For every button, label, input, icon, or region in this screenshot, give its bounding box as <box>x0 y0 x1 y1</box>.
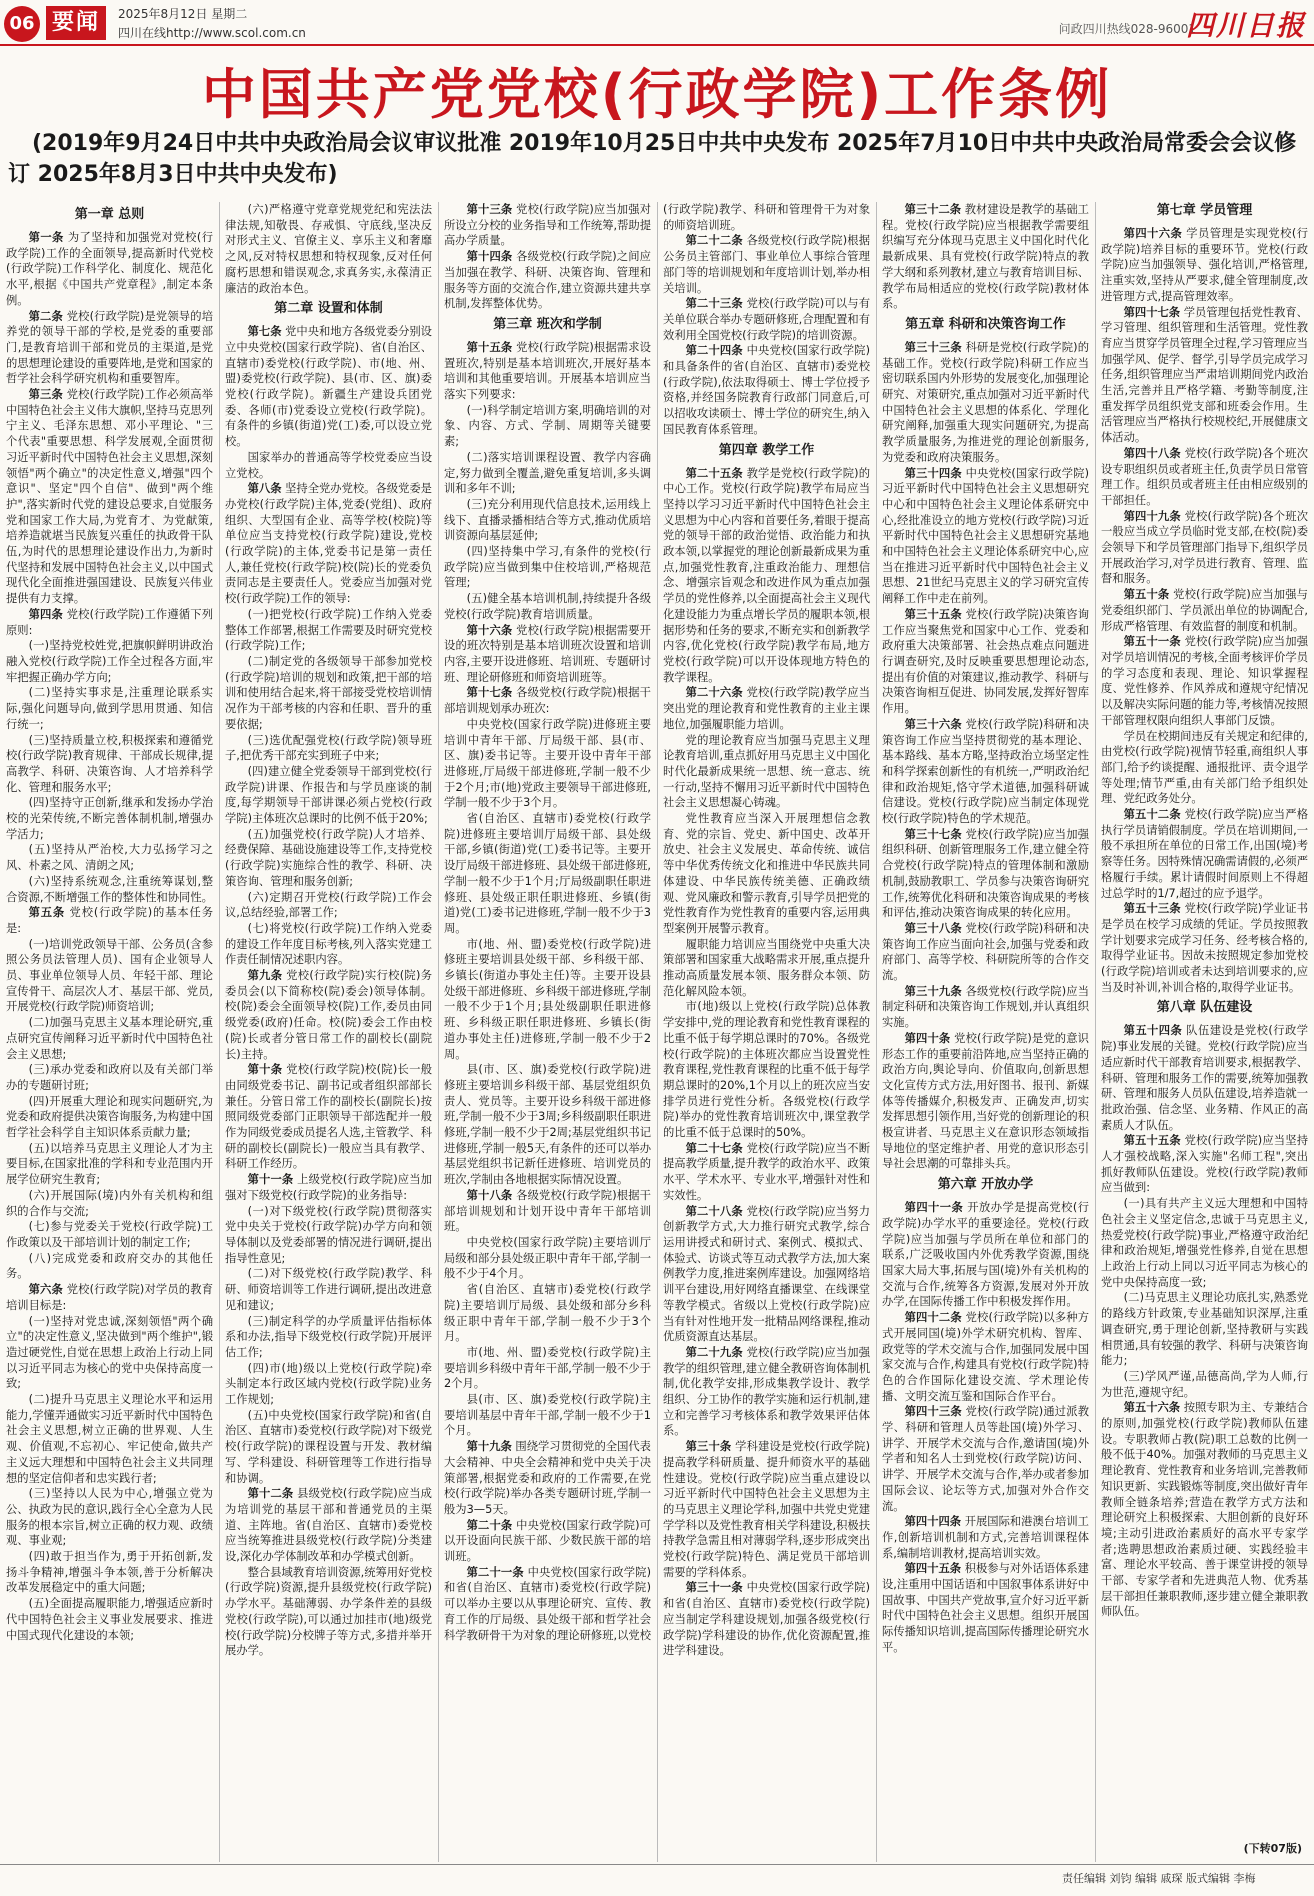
hotline-text: 问政四川热线028-96001 <box>1058 22 1196 36</box>
article-number: 第二十一条 <box>466 1565 524 1579</box>
paragraph-text: (五)坚持从严治校,大力弘扬学习之风、朴素之风、清朗之风; <box>6 843 213 873</box>
paragraph-text: 学员管理包括党性教育、学习管理、组织管理和生活管理。党性教育应当贯穿学员管理全过程,学习管理应当加强学风、促学、督学,引导学员完成学习任务,组织管理应当严肃培训期间党内政治生活,完善并且严格学籍、考勤等制度,注重发挥学员组织党支部和班委会作用。生活管理应当严格执行校规校纪,开展健康文体活动。 <box>1101 305 1308 445</box>
article-paragraph <box>6 874 213 905</box>
article-paragraph <box>1101 634 1308 728</box>
article-paragraph <box>882 1310 1089 1404</box>
article-number: 第十条 <box>247 1063 283 1077</box>
article-paragraph <box>1101 587 1308 634</box>
article-number: 第五十二条 <box>1123 808 1181 822</box>
chapter-heading: 第六章 开放办学 <box>937 1177 1034 1193</box>
article-number: 第四十八条 <box>1123 446 1181 460</box>
article-number: 第四十一条 <box>904 1201 964 1215</box>
article-paragraph <box>663 685 870 732</box>
article-number: 第二条 <box>28 309 63 323</box>
paragraph-text: 学科建设是党校(行政学院)提高教学科研质量、提升师资水平的基础性建设。党校(行政学院)应当重点建设以习近平新时代中国特色社会主义思想为主的马克思主义理论学科,加强中共党史党建学学科以及党性教育相关学科建设,积极扶持教学急需且相对薄弱学科,逐步形成突出党校(行政学院)特色、满足党员干部培训需要的学科体系。 <box>663 1440 870 1579</box>
paragraph-text: 科研是党校(行政学院)的基础工作。党校(行政学院)科研工作应当密切联系国内外形势的发展变化,加强理论研究、对策研究,重点加强对习近平新时代中国特色社会主义思想的体系化、学理化研究阐释,加强重大现实问题研究,为提高教学质量服务,为推进党的理论创新服务,为党委和政府决策服务。 <box>882 340 1089 464</box>
paragraph-text: 党校(行政学院)工作遵循下列原则: <box>6 607 213 637</box>
article-number: 第四十九条 <box>1123 509 1181 523</box>
article-paragraph <box>1101 1290 1308 1369</box>
paragraph-text: 县级党校(行政学院)应当成为培训党的基层干部和普通党员的主渠道、主阵地。省(自治区、直辖市)委党校应当统筹推进县级党校(行政学院)分类建设,深化办学体制改革和办学模式创新。 <box>225 1487 432 1564</box>
paragraph-text: 党校(行政学院)应当加强对所设立分校的业务指导和工作统筹,帮助提高办学质量。 <box>444 203 651 248</box>
article-paragraph <box>6 1549 213 1596</box>
paragraph-text: (七)参与党委关于党校(行政学院)工作政策以及干部培训计划的制定工作; <box>6 1220 213 1249</box>
paragraph-text: 教学是党校(行政学院)的中心工作。党校(行政学院)教学布局应当坚持以学习习近平新时代中国特色社会主义思想为中心内容和首要任务,着眼于提高党的领导干部的政治觉悟、政治能力和执政本领,以掌握党的理论创新最新成果为重点,加强党性教育,注重政治能力、理想信念、增强宗旨观念和改进作风为重点加强学员的党性修养,以全面提高社会主义现代化建设能力为重点增长学员的履职本领,根据形势和任务的要求,不断充实和创新教学内容,优化党校(行政学院)教学布局,地方党校(行政学院)可以开设体现地方特色的教学课程。 <box>663 466 870 684</box>
article-paragraph <box>6 1486 213 1549</box>
article-paragraph <box>882 1561 1089 1655</box>
paragraph-text: (三)坚持以人民为中心,增强立党为公、执政为民的意识,践行全心全意为人民服务的根本宗旨,树立正确的权力观、政绩观、事业观; <box>6 1487 213 1548</box>
article-number: 第二十条 <box>466 1518 513 1532</box>
article-number: 第五十六条 <box>1123 1401 1181 1415</box>
paragraph-text: 党校(行政学院)应当严格执行学员请销假制度。学员在培训期间,一般不承担所在单位的日常工作,出国(境)考察等任务。因特殊情况确需请假的,必须严格履行手续。累计请假时间原则上不得超过总学时的1/7,超过的应予退学。 <box>1101 808 1308 900</box>
paragraph-text: (一)培训党政领导干部、公务员(含参照公务员法管理人员)、国有企业领导人员、事业单位领导人员、年轻干部、理论宣传骨干、高层次人才、基层干部、党员,开展党校(行政学院)师资培训; <box>6 937 213 1014</box>
page-number-badge: 06 <box>4 6 40 42</box>
newspaper-logo: 四川日报 <box>1185 9 1306 42</box>
article-paragraph <box>225 1266 432 1313</box>
article-paragraph <box>444 544 651 591</box>
paragraph-text: (六)开展国际(境)内外有关机构和组织的合作与交流; <box>6 1188 213 1218</box>
article-paragraph <box>225 1565 432 1659</box>
article-paragraph <box>6 905 213 936</box>
paragraph-text: 党校(行政学院)根据需求设置班次,特别是基本培训班次,开展好基本培训和其他重要培训。开展基本培训应当落实下列要求: <box>444 340 651 402</box>
article-paragraph <box>663 1141 870 1204</box>
paragraph-text: 学员在校期间违反有关规定和纪律的,由党校(行政学院)视情节轻重,商组织人事部门,给予约谈提醒、通报批评、责令退学等处理;情节严重,由有关部门给予组织处理、党纪政务处分。 <box>1101 729 1308 806</box>
article-paragraph <box>6 387 213 607</box>
article-number: 第十九条 <box>466 1440 512 1454</box>
article-number: 第二十八条 <box>685 1204 743 1218</box>
article-paragraph <box>225 733 432 764</box>
issue-date: 2025年8月12日 星期二 <box>118 7 248 21</box>
article-number: 第四条 <box>28 607 63 621</box>
paragraph-text: (一)坚持党校姓党,把旗帜鲜明讲政治融入党校(行政学院)工作全过程各方面,牢牢把握正确办学方向; <box>6 639 213 684</box>
article-paragraph <box>882 921 1089 984</box>
article-paragraph <box>882 1514 1089 1561</box>
paragraph-text: 党校(行政学院)应当不断提高教学质量,提升教学的政治水平、政策水平、学术水平、专业水平,增强针对性和实效性。 <box>663 1141 870 1202</box>
article-paragraph <box>444 1439 651 1518</box>
article-paragraph <box>6 795 213 842</box>
paragraph-text: 党校(行政学院)以多种方式开展同国(境)外学术研究机构、智库、政党等的学术交流与合作,加强同发展中国家交流与合作,构建具有党校(行政学院)特色的合作国际化建设交流、学术理论传播、文明交流互鉴和国际合作平台。 <box>882 1311 1089 1403</box>
article-paragraph <box>882 827 1089 921</box>
article-paragraph <box>444 202 651 249</box>
article-paragraph <box>225 1062 432 1172</box>
article-number: 第四十六条 <box>1123 227 1183 240</box>
article-paragraph <box>6 638 213 685</box>
paragraph-text: 按照专职为主、专兼结合的原则,加强党校(行政学院)教师队伍建设。专职教师占教(院)职工总数的比例一般不低于40%。加强对教师的马克思主义理论教育、党性教育和业务培训,完善教师知识更新、实践锻炼等制度,突出做好青年教师全链条培养;营造在教学方式方法和理论研究上积极探索、大胆创新的良好环境;主动引进政治素质好的高水平专家学者;选聘思想政治素质过硬、实践经验丰富、理论水平较高、善于课堂讲授的领导干部、专家学者和先进典范人物、优秀基层干部担任兼职教师,逐步建立健全兼职教师队伍。 <box>1101 1401 1308 1619</box>
article-number: 第十二条 <box>247 1487 294 1501</box>
paragraph-text: 党校(行政学院)是党领导的培养党的领导干部的学校,是党委的重要部门,是教育培训干部和党员的主渠道,是党的思想理论建设的重要阵地,是党和国家的哲学社会科学研究机构和重要智库。 <box>6 309 213 386</box>
paragraph-text: 党校(行政学院)应当加强对学员培训情况的考核,全面考核评价学员的学习态度和表现、理论、知识掌握程度、党性修养、作风养成和遵规守纪情况以及解决实际问题的能力等,考核情况按照干部管理权限向组织人事部门反馈。 <box>1101 635 1308 727</box>
article-paragraph <box>6 1219 213 1250</box>
article-paragraph <box>1101 1400 1308 1620</box>
paragraph-text: 中央党校(国家行政学院)进修班主要培训中青年干部、厅局级干部、县(市、区、旗)委书记等。主要开设中青年干部进修班,厅局级干部进修班,学制一般不少于2个月;市(地)党政主要领导干部进修班,学制一般不少于3个月。 <box>444 717 651 810</box>
paragraph-text: (二)坚持实事求是,注重理论联系实际,强化问题导向,做到学思用贯通、知信行统一; <box>6 686 213 731</box>
article-paragraph <box>1101 305 1308 446</box>
paragraph-text: (二)提升马克思主义理论水平和运用能力,学懂弄通做实习近平新时代中国特色社会主义思想,树立正确的世界观、人生观、价值观,不忘初心、牢记使命,做共产主义远大理想和中国特色社会主义共同理想的坚定信仰者和忠实践行者; <box>6 1393 213 1485</box>
paragraph-text: (一)坚持对党忠诚,深刻领悟"两个确立"的决定性意义,坚决做到"两个维护",锻造过硬党性,自觉在思想上政治上行动上同以习近平同志为核心的党中央保持高度一致; <box>6 1314 213 1391</box>
paragraph-text: 党校(行政学院)可以与有关单位联合举办专题研修班,合理配置和有效利用全国党校(行政学院)的培训资源。 <box>663 297 870 342</box>
paragraph-text: 中央党校(国家行政学院)和具备条件的省(自治区、直辖市)委党校(行政学院),依法取得硕士、博士学位授予资格,并经国务院教育行政部门同意后,可以招收攻读硕士、博士学位的研究生,纳入国民教育体系管理。 <box>663 344 870 436</box>
chapter-heading: 第七章 学员管理 <box>1156 203 1253 218</box>
article-paragraph <box>6 842 213 873</box>
paragraph-text: (四)开展重大理论和现实问题研究,为党委和政府提供决策咨询服务,为构建中国哲学社会科学自主知识体系贡献力量; <box>6 1094 213 1140</box>
article-paragraph <box>882 1031 1089 1172</box>
article-paragraph <box>225 481 432 607</box>
paragraph-text: 党校(行政学院)应当加强组织科研、创新管理服务工作,建立健全符合党校(行政学院)特点的管理体制和激励机制,鼓励教职工、学员参与决策咨询研究工作,统筹优化科研和决策咨询成果的考核和评估,推动决策咨询成果的转化应用。 <box>882 827 1089 920</box>
page-header <box>0 0 1314 44</box>
paragraph-text: (一)把党校(行政学院)工作纳入党委整体工作部署,根据工作需要及时研究党校(行政学院)工作; <box>225 607 432 653</box>
paragraph-text: (五)中央党校(国家行政学院)和省(自治区、直辖市)委党校(行政学院)对下级党校(行政学院)的课程设置与开发、教材编写、学科建设、科研管理等工作进行指导和协调。 <box>225 1408 432 1485</box>
paragraph-text: (五)健全基本培训机制,持续提升各级党校(行政学院)教育培训质量。 <box>444 592 651 621</box>
article-paragraph <box>1101 1023 1308 1133</box>
article-paragraph <box>225 764 432 827</box>
chapter-heading: 第八章 队伍建设 <box>1156 1000 1253 1016</box>
article-paragraph <box>444 1345 651 1392</box>
article-paragraph <box>444 340 651 403</box>
continued-note: (下转07版) <box>1243 1842 1302 1855</box>
paragraph-text: (六)严格遵守党章党规党纪和宪法法律法规,知敬畏、存戒惧、守底线,坚决反对形式主义、官僚主义、享乐主义和奢靡之风,反对特权思想和特权现象,反对任何腐朽思想和错误观念,求真务实,永葆清正廉洁的政治本色。 <box>225 203 432 295</box>
article-number: 第二十三条 <box>685 297 743 311</box>
paragraph-text: (二)制定党的各级领导干部参加党校(行政学院)培训的规划和政策,把干部的培训和使用结合起来,将干部接受党校培训情况作为干部考核的内容和任职、晋升的重要依据; <box>225 654 432 731</box>
footer-divider <box>0 1864 1314 1865</box>
article-paragraph <box>663 466 870 686</box>
article-number: 第二十六条 <box>685 686 743 700</box>
paragraph-text: (一)具有共产主义远大理想和中国特色社会主义坚定信念,忠诚于马克思主义,热爱党校(行政学院)事业,严格遵守政治纪律和政治规矩,增强党性修养,自觉在思想上政治上行动上同以习近平同志为核心的党中央保持高度一致; <box>1101 1197 1308 1289</box>
article-paragraph <box>882 202 1089 312</box>
paragraph-text: 围绕学习贯彻党的全国代表大会精神、中央全会精神和党中央关于决策部署,根据党委和政府的工作需要,在党校(行政学院)举办各类专题研讨班,学制一般为3—5天。 <box>444 1440 651 1516</box>
paragraph-text: 党校(行政学院)工作必须高举中国特色社会主义伟大旗帜,坚持马克思列宁主义、毛泽东思想、邓小平理论、"三个代表"重要思想、科学发展观,全面贯彻习近平新时代中国特色社会主义思想,深刻领悟"两个确立"的决定性意义,增强"四个意识"、坚定"四个自信"、做到"两个维护",落实新时代党的建设总要求,自觉服务党和国家工作大局,为党育才、为党献策,培养造就堪当民族复兴重任的执政骨干队伍,为时代的思想理论建设作出力,为新时代坚持和发展中国特色社会主义,以中国式现代化全面推进强国建设、民族复兴伟业提供有力支撑。 <box>6 388 213 606</box>
article-paragraph <box>882 607 1089 717</box>
chapter-heading: 第一章 总则 <box>74 207 145 222</box>
article-number: 第六条 <box>28 1283 63 1297</box>
paragraph-text: (一)对下级党校(行政学院)贯彻落实党中央关于党校(行政学院)办学方向和领导体制以及党委部署的情况进行调研,提出指导性意见; <box>225 1204 432 1265</box>
paragraph-text: (五)以培养马克思主义理论人才为主要目标,在国家批准的学科和专业范围内开展学位研究生教育; <box>6 1141 213 1187</box>
paragraph-text: (五)全面提高履职能力,增强适应新时代中国特色社会主义事业发展要求、推进中国式现代化建设的本领; <box>6 1597 213 1642</box>
article-paragraph <box>882 466 1089 607</box>
paragraph-text: 党校(行政学院)科研和决策咨询工作应当坚持贯彻党的基本理论、基本路线、基本方略,坚持政治立场坚定性和科学探索创新性的有机统一,严明政治纪律和政治规矩,恪守学术道德,加强科研诚信建设。党校(行政学院)应当制定体现党校(行政学院)特色的学术规范。 <box>882 717 1089 826</box>
paragraph-text: 党校(行政学院)决策咨询工作应当聚焦党和国家中心工作、党委和政府重大决策部署、社会热点难点问题进行调查研究,及时反映重要思想理论动态,提出有价值的对策建议,推动教学、科研与决策咨询相互促进、协同发展,发挥好智库作用。 <box>882 607 1089 716</box>
chapter-heading: 第三章 班次和学制 <box>493 316 602 332</box>
article-paragraph <box>882 340 1089 466</box>
paragraph-text: (二)马克思主义理论功底扎实,熟悉党的路线方针政策,专业基础知识深厚,注重调查研究,勇于理论创新,坚持教研与实践相贯通,具有较强的教学、科研与决策咨询能力; <box>1101 1291 1308 1368</box>
article-number: 第五十一条 <box>1123 635 1181 649</box>
paragraph-text: (四)坚持守正创新,继承和发扬办学治校的光荣传统,不断完善体制机制,增强办学活力; <box>6 796 213 841</box>
paragraph-text: 党校(行政学院)的基本任务是: <box>6 906 213 935</box>
article-paragraph <box>663 937 870 1000</box>
article-number: 第四十条 <box>904 1031 951 1045</box>
paragraph-text: 队伍建设是党校(行政学院)事业发展的关键。党校(行政学院)应当适应新时代干部教育培训要求,根据教学、科研、管理和服务工作的需要,统筹加强教研、管理和服务人员队伍建设,培养造就一批政治强、信念坚、业务精、作风正的高素质人才队伍。 <box>1101 1024 1308 1132</box>
article-number: 第十三条 <box>466 203 513 216</box>
paragraph-text: 党校(行政学院)应当坚持人才强校战略,深入实施"名师工程",突出抓好教师队伍建设。党校(行政学院)教师应当做到: <box>1101 1134 1308 1195</box>
paragraph-text: 党校(行政学院)校(院)长一般由同级党委书记、副书记或者组织部部长兼任。分管日常工作的副校长(副院长)按照同级党委部门正职领导干部选配并一般作为同级党委成员提名人选,主管教学、科研的副校长(副院长)一般应当具有教学、科研工作经历。 <box>225 1063 432 1171</box>
article-paragraph <box>1101 729 1308 808</box>
paragraph-text: 党校(行政学院)科研和决策咨询工作应当面向社会,加强与党委和政府部门、高等学校、科研院所等的合作交流。 <box>882 921 1089 983</box>
paragraph-text: 党校(行政学院)各个班次一般应当成立学员临时党支部,在校(院)委会领导下和学员管理部门指导下,组织学员开展政治学习,对学员进行教育、管理、监督和服务。 <box>1101 509 1308 586</box>
article-paragraph <box>444 497 651 544</box>
paragraph-text: 开展国际和港澳台培训工作,创新培训机制和方式,完善培训课程体系,编制培训教材,提高培训实效。 <box>882 1515 1089 1560</box>
article-paragraph <box>444 685 651 716</box>
paragraph-text: 整合县域教育培训资源,统筹用好党校(行政学院)资源,提升县级党校(行政学院)办学水平。基础薄弱、办学条件差的县级党校(行政学院),可以通过加挂市(地)级党校(行政学院)分校牌子等方式,多措并举开展办学。 <box>225 1565 432 1658</box>
article-number: 第五十条 <box>1123 588 1170 602</box>
paragraph-text: 中央党校(国家行政学院)习近平新时代中国特色社会主义思想研究中心和中国特色社会主义理论体系研究中心,经批准设立的地方党校(行政学院)习近平新时代中国特色社会主义思想研究基地和中国特色社会主义理论体系研究中心,应当在推进习近平新时代中国特色社会主义思想、21世纪马克思主义的学习研究宣传阐释工作中走在前列。 <box>882 466 1089 606</box>
article-number: 第五条 <box>28 906 66 920</box>
article-paragraph <box>225 968 432 1062</box>
article-number: 第三十二条 <box>904 203 962 216</box>
article-paragraph <box>6 685 213 732</box>
paragraph-text: 积极参与对外话语体系建设,注重用中国话语和中国叙事体系讲好中国故事、中国共产党故事,宣介好习近平新时代中国特色社会主义思想。组织开展国际传播知识培训,提高国际传播理论研究水平。 <box>882 1562 1089 1654</box>
article-paragraph <box>444 249 651 312</box>
article-number: 第二十二条 <box>685 234 743 248</box>
article-paragraph <box>6 937 213 1016</box>
paragraph-text: 县(市、区、旗)委党校(行政学院)进修班主要培训乡科级干部、基层党组织负责人、党员等。主要开设乡科级干部进修班,学制一般不少于3周;乡科级副职任职进修班,学制一般不少于2周;基层党组织书记进修班,学制一般5天,有条件的还可以举办基层党组织书记新任进修班、培训党员的班次,学制由各地根据实际情况设置。 <box>444 1063 651 1187</box>
article-number: 第五十五条 <box>1123 1134 1181 1148</box>
article-paragraph <box>225 1486 432 1565</box>
article-paragraph <box>444 1235 651 1282</box>
article-paragraph <box>444 811 651 937</box>
paragraph-text: (一)科学制定培训方案,明确培训的对象、内容、方式、学制、周期等关键要素; <box>444 403 651 449</box>
paragraph-text: 中央党校(国家行政学院)可以开设面向民族干部、少数民族干部的培训班。 <box>444 1518 651 1564</box>
article-paragraph <box>1101 446 1308 509</box>
paragraph-text: 省(自治区、直辖市)委党校(行政学院)进修班主要培训厅局级干部、县处级干部,乡镇(街道)党(工)委书记等。主要开设厅局级干部进修班、县处级干部进修班,学制一般不少于1个月;厅局级副职任职进修班、县处级正职任职进修班、乡镇(街道)党(工)委书记进修班,学制一般不少于3周。 <box>444 812 651 935</box>
article-paragraph <box>225 1314 432 1361</box>
paragraph-text: 党校(行政学院)应当加强与党委组织部门、学员派出单位的协调配合,形成严格管理、有效监督的制度和机制。 <box>1101 588 1308 633</box>
paragraph-text: (四)敢于担当作为,勇于开拓创新,发扬斗争精神,增强斗争本领,善于分析解决改革发展稳定中的重大问题; <box>6 1550 213 1595</box>
paragraph-text: 中央党校(国家行政学院)主要培训厅局级和部分县处级正职中青年干部,学制一般不少于4个月。 <box>444 1236 651 1281</box>
article-paragraph <box>6 1094 213 1141</box>
article-paragraph <box>444 1392 651 1439</box>
paragraph-text: (三)坚持质量立校,积极探索和遵循党校(行政学院)教育规律、干部成长规律,提高教学、科研、决策咨询、人才培养科学化、管理和服务水平; <box>6 733 213 794</box>
article-paragraph <box>225 921 432 968</box>
article-number: 第十六条 <box>466 623 513 637</box>
article-number: 第一条 <box>28 231 64 244</box>
paragraph-text: 党中央和地方各级党委分别设立中央党校(国家行政学院)、省(自治区、直辖市)委党校(行政学院)、市(地、州、盟)委党校(行政学院)、县(市、区、旗)委党校(行政学院)。新疆生产建设兵团党委、各师(市)党委设立党校(行政学院)。有条件的乡镇(街道)党(工)委,可以设立党校。 <box>225 325 432 449</box>
article-number: 第四十四条 <box>904 1515 962 1529</box>
article-number: 第三十五条 <box>904 607 962 621</box>
article-paragraph <box>444 937 651 1063</box>
paragraph-text: 开放办学是提高党校(行政学院)办学水平的重要途径。党校(行政学院)应当加强与学员所在单位和部门的联系,广泛吸收国内外优秀教学资源,围绕国家大局大事,拓展与国(境)外有关机构的交流与合作,统筹各方资源,发展对外开放办学,在国际传播工作中积极发挥作用。 <box>882 1201 1089 1309</box>
paragraph-text: 上级党校(行政学院)应当加强对下级党校(行政学院)的业务指导: <box>225 1173 432 1202</box>
paragraph-text: 教材建设是教学的基础工程。党校(行政学院)应当根据教学需要组织编写充分体现马克思主义中国化时代化最新成果、具有党校(行政学院)特点的教学大纲和系列教材,建立与教育培训目标、教学布局相适应的党校(行政学院)教材体系。 <box>882 203 1089 311</box>
paragraph-text: 坚持全党办党校。各级党委是办党校(行政学院)主体,党委(党组)、政府组织、大型国有企业、高等学校(校院)等单位应当支持党校(行政学院)建设,党校(行政学院)的主体,党委书记是第一责任人,兼任党校(行政学院)校(院)长的党委负责同志是主要责任人。党委应当加强对党校(行政学院)工作的领导: <box>225 482 432 606</box>
article-paragraph <box>225 607 432 654</box>
article-paragraph <box>225 654 432 733</box>
paragraph-text: 学员管理是实现党校(行政学院)培养目标的重要环节。党校(行政学院)应当加强领导、强化培训,严格管理,注重实效,坚持从严要求,健全管理制度,改进管理方式,提高管理效率。 <box>1101 227 1308 303</box>
paragraph-text: 各级党校(行政学院)根据干部培训规划和计划开设中青年干部培训班。 <box>444 1188 651 1234</box>
article-paragraph <box>6 733 213 796</box>
paragraph-text: (三)学风严谨,品德高尚,学为人师,行为世范,遵规守纪。 <box>1101 1369 1308 1399</box>
article-paragraph <box>444 403 651 450</box>
paragraph-text: 党校(行政学院)应当努力创新教学方式,大力推行研究式教学,综合运用讲授式和研讨式、案例式、模拟式、体验式、访谈式等互动式教学方法,加大案例教学力度,推进案例库建设。加强网络培训平台建设,用好网络直播课堂、在线课堂等教学模式。省级以上党校(行政学院)应当有针对性地开发一批精品网络课程,推动优质资源直达基层。 <box>663 1204 870 1344</box>
paragraph-text: 各级党校(行政学院)根据公务员主管部门、事业单位人事综合管理部门等的培训规划和年度培训计划,举办相关培训。 <box>663 234 870 295</box>
article-paragraph <box>225 890 432 921</box>
article-number: 第四十二条 <box>904 1311 962 1325</box>
article-paragraph <box>444 1518 651 1565</box>
article-number: 第五十四条 <box>1123 1024 1183 1038</box>
paragraph-text: 党校(行政学院)对学员的教育培训目标是: <box>6 1283 213 1312</box>
paragraph-text: 党校(行政学院)实行校(院)务委员会(以下简称校(院)委会)领导体制。校(院)委会全面领导校(院)工作,委员由同级党委(政府)任命。校(院)委会工作由校(院)长或者分管日常工作的副校长(副院长)主持。 <box>225 969 432 1061</box>
article-paragraph <box>1101 1369 1308 1400</box>
article-number: 第十五条 <box>466 340 513 354</box>
paragraph-text: 省(自治区、直辖市)委党校(行政学院)主要培训厅局级、县处级和部分乡科级正职中青年干部,学制一般不少于3个月。 <box>444 1283 651 1344</box>
article-paragraph <box>444 1188 651 1235</box>
article-paragraph <box>1101 901 1308 995</box>
article-subtitle: (2019年9月24日中共中央政治局会议审议批准 2019年10月25日中共中央发布 2025年7月10日中共中央政治局常委会会议修订 2025年8月3日中共中央发布) <box>8 131 1297 187</box>
article-paragraph <box>225 1172 432 1203</box>
article-paragraph <box>6 1596 213 1643</box>
paragraph-text: (三)制定科学的办学质量评估指标体系和办法,指导下级党校(行政学院)开展评估工作; <box>225 1314 432 1359</box>
article-paragraph <box>882 1404 1089 1514</box>
article-paragraph <box>6 1141 213 1188</box>
article-paragraph <box>6 1062 213 1093</box>
paragraph-text: (二)对下级党校(行政学院)教学、科研、师资培训等工作进行调研,提出改进意见和建议; <box>225 1267 432 1312</box>
paragraph-text: (六)坚持系统观念,注重统筹谋划,整合资源,不断增强工作的整体性和协同性。 <box>6 874 213 904</box>
paragraph-text: (三)充分利用现代信息技术,运用线上线下、直播录播相结合等方式,推动优质培训资源向基层延伸; <box>444 497 651 543</box>
article-paragraph <box>663 343 870 437</box>
paragraph-text: (三)承办党委和政府以及有关部门举办的专题研讨班; <box>6 1063 213 1092</box>
article-paragraph <box>6 230 213 309</box>
article-paragraph <box>225 1408 432 1487</box>
paragraph-text: 中央党校(国家行政学院)和省(自治区、直辖市)委党校(行政学院)可以举办主要以从事理论研究、宣传、教育工作的厅局级、县处级干部和哲学社会科学教研骨干为对象的理论研修班,以党校(行政学院)教学、科研和管理骨干为对象的师资培训班。 <box>444 203 870 1642</box>
chapter-heading: 第二章 设置和体制 <box>274 301 383 317</box>
article-paragraph <box>6 1392 213 1486</box>
paragraph-text: (三)选优配强党校(行政学院)领导班子,把优秀干部充实到班子中来; <box>225 733 432 763</box>
article-paragraph <box>663 999 870 1140</box>
paragraph-text: 党性教育应当深入开展理想信念教育、党的宗旨、党史、新中国史、改革开放史、社会主义发展史、革命传统、诚信等中华优秀传统文化和推进中华民族共同体建设、中华民族传统美德、正确政绩观、党风廉政和警示教育,引导学员把党的党性教育作为党性教育的重要内容,运用典型案例开展警示教育。 <box>663 812 870 935</box>
paragraph-text: (四)建立健全党委领导干部到党校(行政学院)讲课、作报告和与学员座谈的制度,每学期领导干部讲课必须占党校(行政学院)主体班次总课时的比例不低于20%; <box>225 764 432 826</box>
website-link[interactable]: 四川在线http://www.scol.com.cn <box>118 26 306 40</box>
paragraph-text: 各级党校(行政学院)应当制定科研和决策咨询工作规划,并认真组织实施。 <box>882 984 1089 1030</box>
article-number: 第四十七条 <box>1123 305 1181 319</box>
paragraph-text: 国家举办的普通高等学校党委应当设立党校。 <box>225 450 432 480</box>
article-paragraph <box>444 1282 651 1345</box>
article-number: 第三十三条 <box>904 340 962 354</box>
article-number: 第三十九条 <box>904 984 962 998</box>
article-number: 第四十五条 <box>904 1562 962 1576</box>
article-number: 第五十三条 <box>1123 902 1181 916</box>
article-body <box>6 202 1308 1862</box>
article-number: 第十四条 <box>466 250 513 264</box>
article-number: 第十八条 <box>466 1188 513 1202</box>
paragraph-text: 为了坚持和加强党对党校(行政学院)工作的全面领导,提高新时代党校(行政学院)工作科学化、制度化、规范化水平,根据《中国共产党章程》,制定本条例。 <box>6 231 213 307</box>
chapter-heading: 第五章 科研和决策咨询工作 <box>905 316 1066 332</box>
paragraph-text: 县(市、区、旗)委党校(行政学院)主要培训基层中青年干部,学制一般不少于1个月。 <box>444 1393 651 1438</box>
editor-credits: 责任编辑 刘钧 编辑 戚琛 版式编辑 李梅 <box>1062 1872 1256 1885</box>
chapter-heading: 第四章 教学工作 <box>718 442 815 458</box>
paragraph-text: (六)定期召开党校(行政学院)工作会议,总结经验,部署工作; <box>225 890 432 920</box>
article-number: 第二十九条 <box>685 1345 743 1359</box>
paragraph-text: (七)将党校(行政学院)工作纳入党委的建设工作年度目标考核,列入落实党建工作责任制情况述职内容。 <box>225 921 432 967</box>
article-paragraph <box>444 1062 651 1188</box>
article-paragraph <box>6 607 213 638</box>
section-tag: 要闻 <box>46 6 106 40</box>
paragraph-text: 党校(行政学院)学业证书是学员在校学习成绩的凭证。学员按照教学计划要求完成学习任务、经考核合格的,取得学业证书。因故未按照规定参加党校(行政学院)培训或者未达到培训要求的,应当及时补训,补训合格的,取得学业证书。 <box>1101 902 1308 994</box>
article-number: 第二十七条 <box>685 1141 743 1155</box>
article-paragraph <box>1101 226 1308 305</box>
article-paragraph <box>444 717 651 811</box>
article-number: 第十一条 <box>247 1173 294 1187</box>
article-paragraph <box>6 1314 213 1393</box>
paragraph-text: 党校(行政学院)应当加强教学的组织管理,建立健全教研咨询体制机制,优化教学安排,形成集教学设计、教学组织、分工协作的教学实施和运行机制,建立和完善学习考核体系和教学效果评估体系。 <box>663 1345 870 1438</box>
paragraph-text: 履职能力培训应当围绕党中央重大决策部署和国家重大战略需求开展,重点提升推动高质量发展本领、服务群众本领、防范化解风险本领。 <box>663 937 870 998</box>
article-paragraph <box>225 450 432 481</box>
article-paragraph <box>225 202 432 296</box>
article-paragraph <box>225 827 432 890</box>
article-paragraph <box>663 811 870 937</box>
article-paragraph <box>444 591 651 622</box>
paragraph-text: 各级党校(行政学院)根据干部培训规划承办班次: <box>444 686 651 716</box>
header-divider <box>0 44 1314 46</box>
article-paragraph <box>663 1580 870 1659</box>
article-paragraph <box>1101 1133 1308 1196</box>
paragraph-text: 党校(行政学院)各个班次设专职组织员或者班主任,负责学员日常管理工作。组织员或者班主任由相应级别的干部担任。 <box>1101 446 1308 507</box>
article-number: 第三十四条 <box>904 466 962 480</box>
article-paragraph <box>1101 509 1308 588</box>
article-paragraph <box>225 324 432 450</box>
article-number: 第三十六条 <box>904 717 962 731</box>
paragraph-text: 市(地)级以上党校(行政学院)总体教学安排中,党的理论教育和党性教育课程的比重不低于每学期总课时的70%。各级党校(行政学院)的主体班次都应当设置党性教育课程,党性教育课程的比重不低于每学期总课时的20%,1个月以上的班次应当安排学员进行党性分析。各级党校(行政学院)举办的党性教育培训班次中,课堂教学的比重不低于总课时的50%。 <box>663 1000 870 1140</box>
article-number: 第七条 <box>247 325 282 339</box>
article-number: 第八条 <box>247 482 282 496</box>
article-paragraph <box>663 733 870 812</box>
paragraph-text: (八)完成党委和政府交办的其他任务。 <box>6 1251 213 1281</box>
article-number: 第二十五条 <box>685 466 743 480</box>
article-paragraph <box>882 717 1089 827</box>
article-number: 第十七条 <box>466 686 513 700</box>
paragraph-text: 各级党校(行政学院)之间应当加强在教学、科研、决策咨询、管理和服务等方面的交流合作,建立资源共建共享机制,发挥整体优势。 <box>444 250 651 311</box>
paragraph-text: 党校(行政学院)是党的意识形态工作的重要前沿阵地,应当坚持正确的政治方向,舆论导向、价值取向,创新思想文化宣传方式方法,用好图书、报刊、新媒体等传播媒介,积极发声、正确发声,切实发挥思想引领作用,当好党的创新理论的积极宣讲者、马克思主义在意识形态领域指导地位的坚定维护者、用党的意识形态引导社会思潮的可靠排头兵。 <box>882 1031 1089 1171</box>
paragraph-text: (五)加强党校(行政学院)人才培养、经费保障、基础设施建设等工作,支持党校(行政学院)实施综合性的教学、科研、决策咨询、管理和服务创新; <box>225 827 432 888</box>
article-number: 第三十八条 <box>904 921 962 935</box>
paragraph-text: 党的理论教育应当加强马克思主义理论教育培训,重点抓好用马克思主义中国化时代化最新成果统一思想、统一意志、统一行动,坚持不懈用习近平新时代中国特色社会主义思想凝心铸魂。 <box>663 733 870 810</box>
article-number: 第三条 <box>28 388 63 402</box>
paragraph-text: 中央党校(国家行政学院)和省(自治区、直辖市)委党校(行政学院)应当制定学科建设规划,加强各级党校(行政学院)学科建设的协作,优化资源配置,推进学科建设。 <box>663 1581 870 1658</box>
article-number: 第三十一条 <box>685 1581 743 1595</box>
article-paragraph <box>663 1439 870 1580</box>
article-paragraph <box>444 623 651 686</box>
article-paragraph <box>663 1204 870 1345</box>
article-number: 第二十四条 <box>685 344 743 358</box>
paragraph-text: 党校(行政学院)教学应当突出党的理论教育和党性教育的主业主课地位,加强履职能力培训。 <box>663 686 870 731</box>
article-paragraph <box>1101 807 1308 901</box>
paragraph-text: (二)加强马克思主义基本理论研究,重点研究宣传阐释习近平新时代中国特色社会主义思想; <box>6 1016 213 1061</box>
article-paragraph <box>663 296 870 343</box>
article-paragraph <box>882 984 1089 1031</box>
article-paragraph <box>6 1251 213 1282</box>
article-paragraph <box>882 1200 1089 1310</box>
paragraph-text: 市(地、州、盟)委党校(行政学院)进修班主要培训县处级干部、乡科级干部、乡镇长(街道办事处主任)等。主要开设县处级干部进修班、乡科级干部进修班,学制一般不少于1个月;县处级副职任职进修班、乡科级正职任职进修班、乡镇长(街道办事处主任)进修班,学制一般不少于2周。 <box>444 937 651 1061</box>
article-paragraph <box>663 233 870 296</box>
paragraph-text: (二)落实培训课程设置、教学内容确定,努力做到全覆盖,避免重复培训,多头调训和多年不训; <box>444 450 651 496</box>
article-paragraph <box>6 1015 213 1062</box>
paragraph-text: (四)市(地)级以上党校(行政学院)牵头制定本行政区域内党校(行政学院)业务工作规划; <box>225 1361 432 1407</box>
article-paragraph <box>225 1361 432 1408</box>
article-number: 第四十三条 <box>904 1405 962 1419</box>
article-paragraph <box>6 1188 213 1219</box>
paragraph-text: 党校(行政学院)根据需要开设的班次特别是基本培训班次设置和培训内容,主要开设进修班、培训班、专题研讨班、理论研修班和师资培训班等。 <box>444 623 651 684</box>
article-title: 中国共产党党校(行政学院)工作条例 <box>201 63 1113 126</box>
paragraph-text: 市(地、州、盟)委党校(行政学院)主要培训乡科级中青年干部,学制一般不少于2个月。 <box>444 1345 651 1391</box>
article-paragraph <box>444 450 651 497</box>
article-number: 第三十条 <box>685 1440 732 1454</box>
article-number: 第九条 <box>247 969 283 983</box>
paragraph-text: (四)坚持集中学习,有条件的党校(行政学院)应当做到集中住校培训,严格规范管理; <box>444 545 651 590</box>
article-number: 第三十七条 <box>904 827 962 841</box>
article-paragraph <box>6 1282 213 1313</box>
paragraph-text: 党校(行政学院)通过派教学、科研和管理人员等赴国(境)外学习、讲学、开展学术交流与合作,邀请国(境)外学者和知名人士到党校(行政学院)访问、讲学、开展学术交流与合作,举办或者参加国际会议、论坛等方式,加强对外合作交流。 <box>882 1405 1089 1513</box>
article-paragraph <box>6 309 213 388</box>
article-paragraph <box>225 1204 432 1267</box>
article-paragraph <box>1101 1196 1308 1290</box>
article-paragraph <box>663 1345 870 1439</box>
